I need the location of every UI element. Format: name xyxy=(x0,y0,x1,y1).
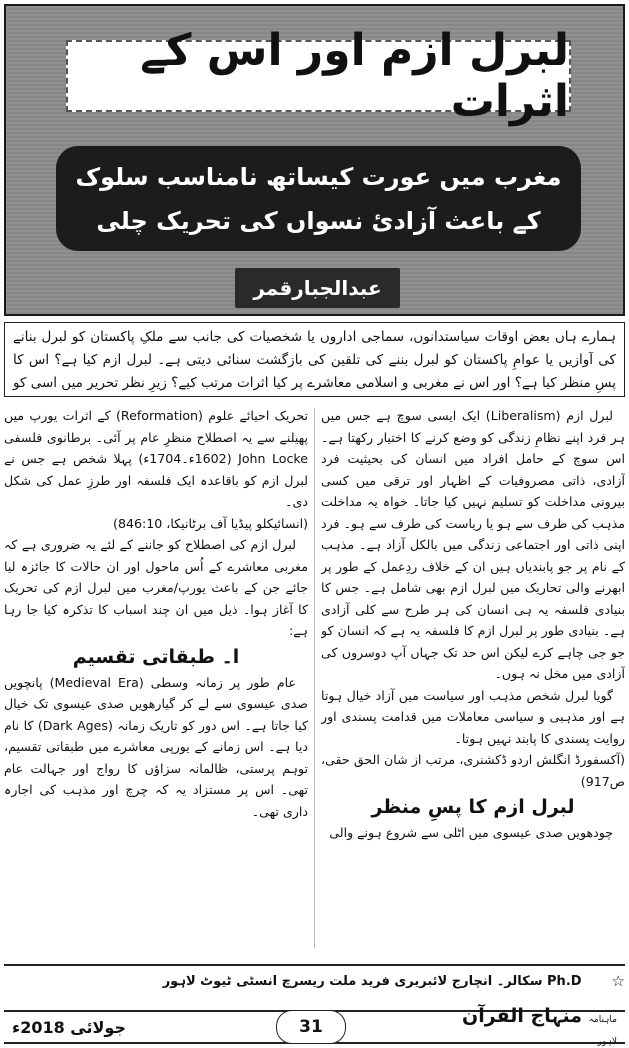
issue-date: جولائی 2018ء xyxy=(12,1017,126,1037)
column-divider xyxy=(314,408,315,948)
author-footnote xyxy=(4,968,625,994)
left-column xyxy=(4,405,308,955)
right-column xyxy=(321,405,625,955)
right-paragraph-3: چودھویں صدی عیسوی میں اٹلی سے شروع ہونے والی xyxy=(329,825,613,840)
footnote-text: Ph.D سکالر۔ انچارج لائبریری فرید ملت ریسرچ انسٹی ٹیوٹ لاہور xyxy=(162,973,582,989)
page-number: 31 xyxy=(276,1010,346,1044)
magazine-logo xyxy=(457,1005,617,1048)
right-citation: (آکسفورڈ انگلش اردو ڈکشنری، مرتب از شان الحق حقی، ص917) xyxy=(321,752,625,789)
section-heading-background: لبرل ازم کا پسِ منظر xyxy=(371,796,575,818)
left-citation: (انسائیکلو پیڈیا آف برٹانیکا، 846:10) xyxy=(113,515,308,531)
subtitle-line-1: مغرب میں عورت کیساتھ نامناسب سلوک xyxy=(75,162,562,191)
star-icon: ☆ xyxy=(611,972,625,990)
left-paragraph-2: لبرل ازم کی اصطلاح کو جاننے کے لئے یہ ضروری ہے کہ مغربی معاشرے کے اُس ماحول اور ان حالات کا جائزہ لیا جائے جن کے باعث یورپ/مغرب میں لبرل ازم کی تحریک کا آغاز ہوا۔ ذیل میں ان چند اسباب کا تذکرہ کیا جا رہا ہے: xyxy=(4,537,308,638)
author-box xyxy=(235,268,400,308)
section-heading-class-division: ا۔ طبقاتی تقسیم xyxy=(72,645,240,668)
left-paragraph-1: تحریک احیائے علوم (Reformation) کے اثرات یورپ میں پھیلنے سے یہ اصطلاح منظرِ عام پر آئی۔ برطانوی فلسفی John Locke (1602ء۔1704ء) پہلا شخص ہے جس نے لبرل ازم کو باقاعدہ ایک فلسفہ اور طرزِ عمل کی شکل دی۔ xyxy=(4,408,308,509)
author-name: عبدالجبارقمر xyxy=(253,276,382,300)
intro-paragraph: ہمارے ہاں بعض اوقات سیاستدانوں، سماجی اداروں یا شخصیات کی جانب سے ملکِ پاکستان کو لبرل بنانے کی آوازیں یا عوامِ پاکستان کو لبرل بننے کی تلقین کی بازگشت سنائی دیتی ہے۔ لبرل ازم کیا ہے؟ اس کا پسِ منظر کیا ہے؟ اور اس نے مغربی و اسلامی معاشرے پر کیا اثرات مرتب کیے؟ زیرِ نظر تحریر میں اسی کو xyxy=(4,322,625,397)
left-paragraph-3: عام طور پر زمانہ وسطی (Medieval Era) پانچویں صدی عیسوی سے لے کر گیارھویں صدی عیسوی تک خیال کیا جاتا ہے۔ اس دور کو تاریک زمانہ (Dark Ages) کا نام دیا ہے۔ اس زمانے کے یورپی معاشرے میں طبقاتی تقسیم، توہم پرستی، ظالمانہ سزاؤں کا رواج اور جہالت عام تھی۔ اس پر مستزاد یہ کہ چرچ اور مذہب کی اجارہ داری تھی۔ xyxy=(4,674,308,819)
right-paragraph-1: لبرل ازم (Liberalism) ایک ایسی سوچ ہے جس میں ہر فرد اپنے نظامِ زندگی کو وضع کرنے کا اختیار رکھتا ہے۔ اس سوچ کے حامل افراد میں انسان کی بحیثیت فرد آزادی، ذاتی مصروفیات کے اظہار اور ترقی میں کسی بیرونی مداخلت کو تسلیم نہیں کیا جاتا۔ خواہ یہ مداخلت مذہب کی طرف سے ہو یا ریاست کی طرف سے ہو۔ فرد اپنی ذاتی اور اجتماعی زندگی میں بالکل آزاد ہے۔ مذہب کے نام پر جو پابندیاں ہیں ان کے خلاف ردِعمل کے طور پر ابھرنے والی تحاریک میں لبرل ازم بھی شامل ہے۔ جس کا بنیادی فلسفہ یہ ہی انسان کی ہر طرح سے کلی آزادی ہے۔ بنیادی طور پر لبرل ازم کا فلسفہ یہ ہے کہ انسان کو جو جی چاہے کرے لیکن اس حد تک جہاں آپ دوسروں کی آزادی میں مخل نہ ہوں۔ xyxy=(321,408,625,681)
subtitle-line-2: کے باعث آزادیٔ نسواں کی تحریک چلی xyxy=(96,206,541,235)
magazine-name: منہاج القرآن xyxy=(462,1005,582,1027)
subtitle-box xyxy=(56,146,581,251)
magazine-city: لاہور xyxy=(597,1037,617,1047)
right-paragraph-2: گویا لبرل شخص مذہب اور سیاست میں آزاد خیال ہوتا ہے اور مذہبی و سیاسی معاملات میں قدامت پسندی اور روایت پسندی کا پابند نہیں ہوتا۔ xyxy=(321,687,625,746)
footnote-rule xyxy=(4,964,625,966)
article-title: لبرل ازم اور اس کے اثرات xyxy=(140,25,569,127)
magazine-label: ماہنامہ xyxy=(588,1015,617,1025)
title-box xyxy=(66,25,571,127)
article-header xyxy=(4,4,625,316)
